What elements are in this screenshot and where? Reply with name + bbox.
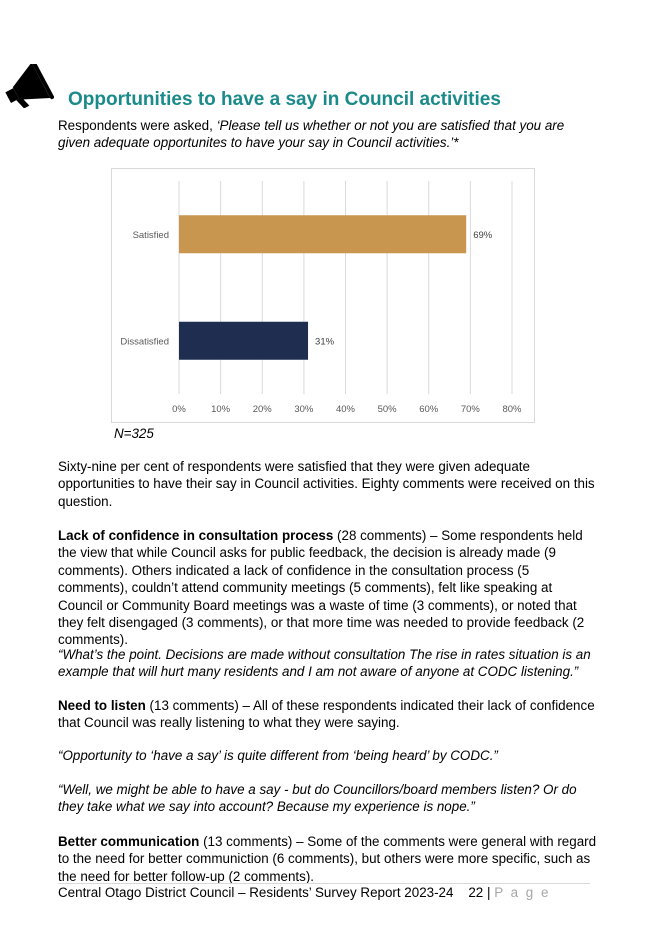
x-tick-label: 0%: [172, 404, 186, 415]
category-label: Dissatisfied: [120, 336, 169, 348]
bar-satisfied: [179, 215, 466, 253]
data-label: 31%: [315, 336, 335, 348]
page-footer: [58, 885, 550, 900]
x-tick-label: 50%: [377, 404, 397, 415]
better-communication-body: (13 comments) – Some of the comments were general with regard to the need for better communiction (6 comments), but others were more specific, such as the need for better follow-up (2 comments).: [58, 834, 597, 884]
need-to-listen-paragraph: [58, 697, 598, 732]
x-tick-label: 60%: [419, 404, 439, 415]
x-tick-label: 40%: [335, 404, 356, 415]
bar-dissatisfied: [179, 322, 308, 360]
need-to-listen-body: (13 comments) – All of these respondents indicated their lack of confidence that Council was really listening to what they were saying.: [58, 698, 595, 731]
category-label: Satisfied: [132, 229, 169, 241]
summary-paragraph: Sixty-nine per cent of respondents were satisfied that they were given adequate opportunities to have their say in Council activities. Eighty comments were received on this question.: [58, 459, 595, 509]
sample-size-note: N=325: [114, 426, 154, 441]
page-separator: |: [487, 885, 491, 900]
x-tick-label: 20%: [252, 404, 272, 415]
footer-text: Central Otago District Council – Residents’ Survey Report 2023-24: [58, 885, 454, 900]
quote-decisions: “What’s the point. Decisions are made without consultation The rise in rates situation is an example that will hurt many residents and I am not aware of anyone at CODC listening.”: [58, 647, 591, 680]
footer-divider: [58, 883, 590, 884]
quote-being-heard: “Opportunity to ‘have a say’ is quite different from ‘being heard’ by CODC.”: [58, 748, 498, 763]
x-tick-label: 30%: [294, 404, 314, 415]
lack-of-confidence-paragraph: [58, 527, 598, 649]
bar-chart-svg: [112, 169, 534, 422]
satisfaction-chart: [111, 168, 535, 423]
quote-councillors-listen: “Well, we might be able to have a say - but do Councillors/board members listen? Or do they take what we say into account? Because my experience is nope.”: [58, 782, 577, 815]
data-label: 69%: [473, 229, 493, 241]
better-communication-paragraph: [58, 833, 598, 885]
lack-of-confidence-heading: Lack of confidence in consultation process: [58, 528, 334, 543]
survey-question: ‘Please tell us whether or not you are satisfied that you are given adequate opportunites to have your say in Council activities.’*: [58, 118, 565, 151]
page-title: Opportunities to have a say in Council activities: [68, 89, 501, 110]
intro-lead: Respondents were asked,: [58, 118, 217, 133]
page-word: P a g e: [494, 885, 551, 900]
x-tick-label: 70%: [460, 404, 480, 415]
page-number: 22: [468, 885, 484, 900]
need-to-listen-heading: Need to listen: [58, 698, 146, 713]
better-communication-heading: Better communication: [58, 834, 200, 849]
intro-paragraph: [58, 117, 598, 152]
megaphone-icon: [2, 64, 54, 108]
x-tick-label: 10%: [211, 404, 231, 415]
lack-of-confidence-body: (28 comments) – Some respondents held the view that while Council asks for public feedback, the decision is already made (9 comments). Others indicated a lack of confidence in the consultation process (5 comments), couldn’t attend community meetings (5 comments), felt like speaking at Council or Community Board meetings was a waste of time (3 comments), or noted that they felt disengaged (3 comments), or that more time was needed to provide feedback (2 comments).: [58, 528, 585, 648]
x-tick-label: 80%: [502, 404, 522, 415]
